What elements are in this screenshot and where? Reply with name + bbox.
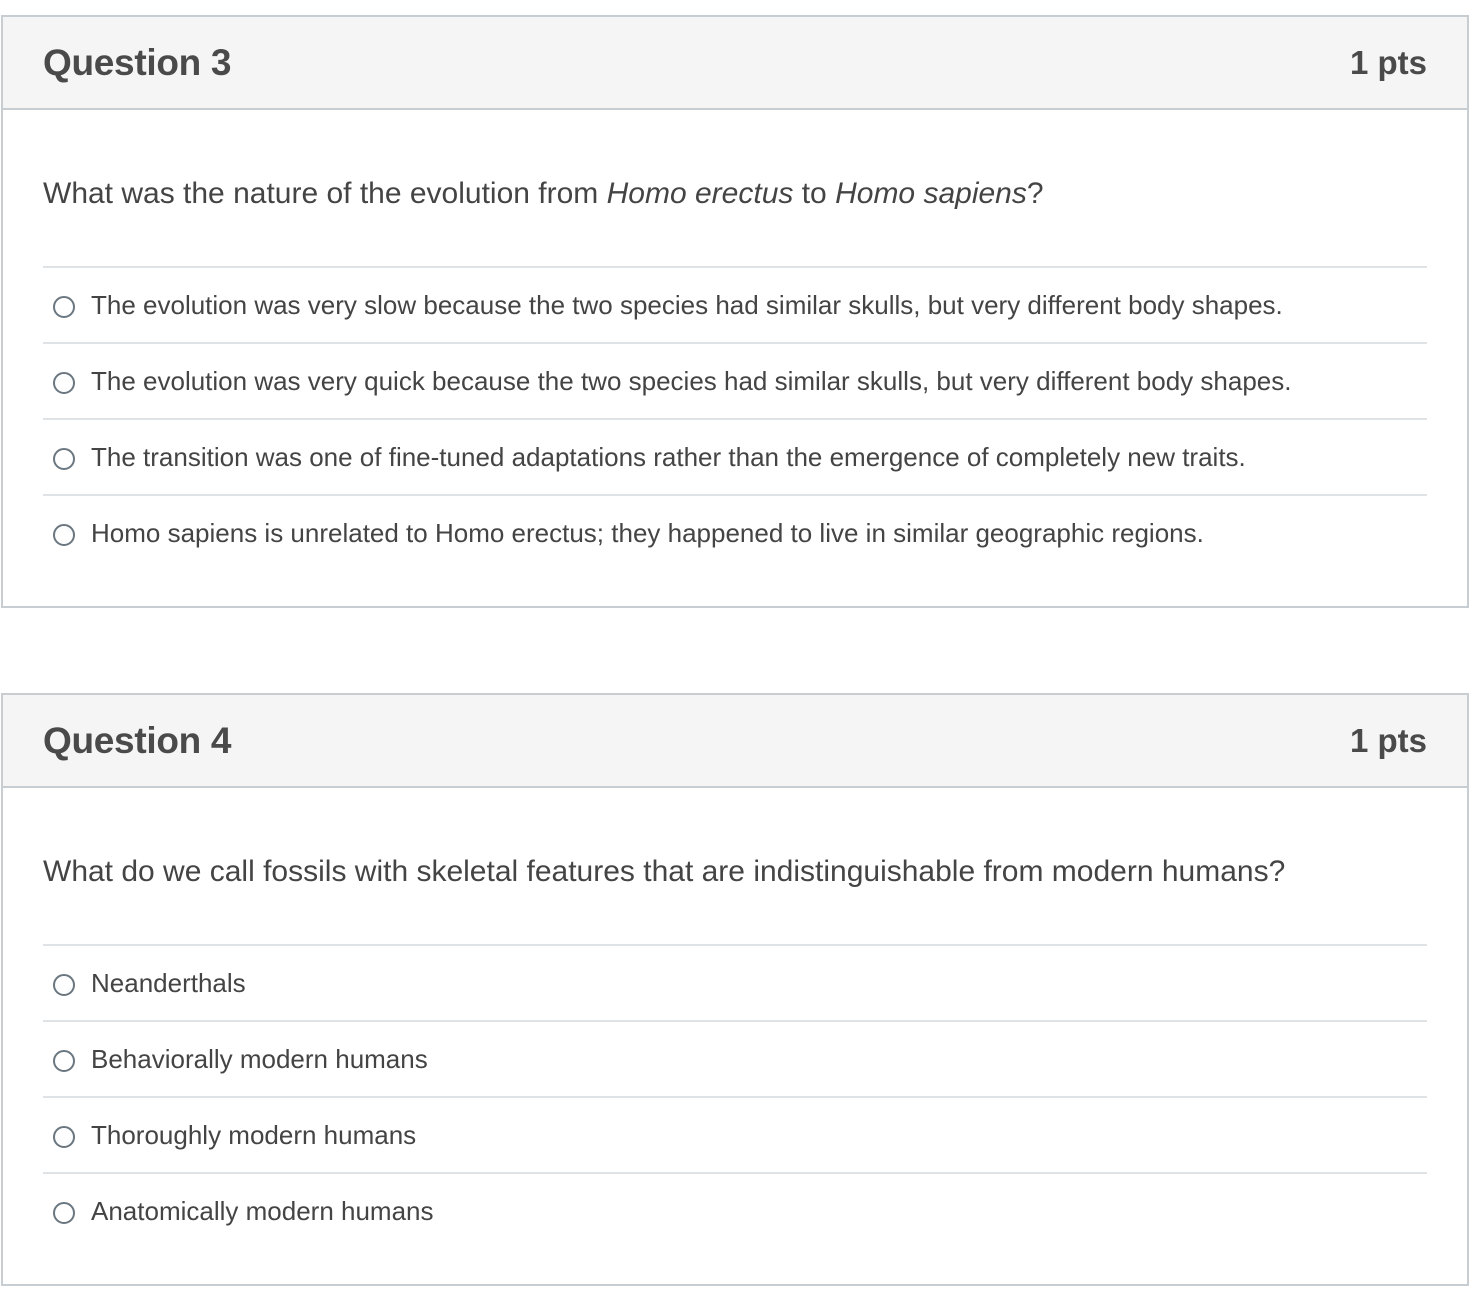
prompt-text: ?	[1026, 177, 1044, 210]
answer-label[interactable]: The evolution was very slow because the two species had similar skulls, but very different body shapes.	[91, 289, 1283, 320]
answer-label[interactable]: Anatomically modern humans	[91, 1195, 434, 1226]
radio-button[interactable]	[53, 1050, 75, 1072]
question-header	[3, 17, 1467, 110]
answer-label[interactable]: Behaviorally modern humans	[91, 1043, 428, 1074]
question-prompt	[43, 110, 1427, 266]
question-body	[3, 788, 1467, 1248]
radio-button[interactable]	[53, 296, 75, 318]
prompt-italic-term: Homo erectus	[606, 177, 794, 210]
answer-option[interactable]	[43, 1022, 1427, 1098]
question-prompt	[43, 788, 1427, 944]
answer-label[interactable]: Neanderthals	[91, 967, 246, 998]
answer-list	[43, 944, 1427, 1248]
radio-button[interactable]	[53, 1202, 75, 1224]
prompt-italic-term: Homo sapiens	[835, 177, 1027, 210]
answer-option[interactable]	[43, 420, 1427, 496]
prompt-text: to	[793, 177, 836, 210]
answer-option[interactable]	[43, 1174, 1427, 1248]
answer-option[interactable]	[43, 344, 1427, 420]
answer-option[interactable]	[43, 496, 1427, 570]
radio-button[interactable]	[53, 448, 75, 470]
answer-label[interactable]: Thoroughly modern humans	[91, 1119, 417, 1150]
question-card-4	[1, 693, 1469, 1286]
answer-option[interactable]	[43, 268, 1427, 344]
radio-button[interactable]	[53, 1126, 75, 1148]
answer-label[interactable]: Homo sapiens is unrelated to Homo erectus; they happened to live in similar geographic regions.	[91, 517, 1204, 548]
radio-button[interactable]	[53, 524, 75, 546]
question-points: 1 pts	[1349, 43, 1427, 81]
question-card-3	[1, 15, 1469, 608]
answer-label[interactable]: The evolution was very quick because the two species had similar skulls, but very different body shapes.	[91, 365, 1292, 396]
prompt-text: What was the nature of the evolution from	[43, 177, 607, 210]
answer-label[interactable]: The transition was one of fine-tuned adaptations rather than the emergence of completely new traits.	[91, 441, 1246, 472]
radio-button[interactable]	[53, 974, 75, 996]
question-title: Question 3	[43, 41, 232, 83]
question-body	[3, 110, 1467, 570]
answer-option[interactable]	[43, 1098, 1427, 1174]
answer-option[interactable]	[43, 946, 1427, 1022]
question-title: Question 4	[43, 719, 232, 761]
prompt-text: What do we call fossils with skeletal features that are indistinguishable from modern humans?	[43, 855, 1286, 888]
radio-button[interactable]	[53, 372, 75, 394]
question-header	[3, 695, 1467, 788]
question-points: 1 pts	[1349, 721, 1427, 759]
answer-list	[43, 266, 1427, 570]
